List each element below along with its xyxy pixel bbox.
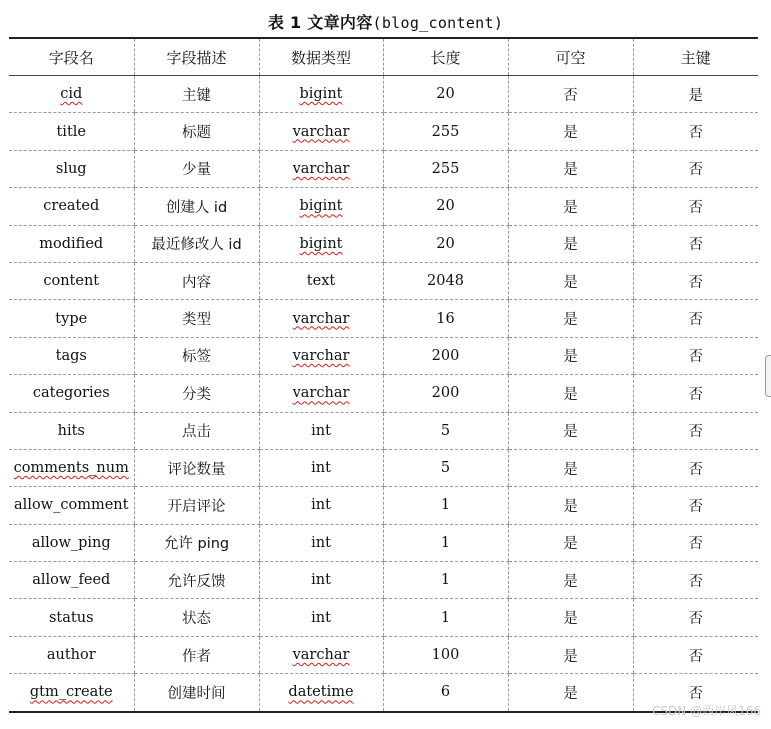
- cell-length-text: 20: [436, 86, 455, 103]
- cell-nullable-text: 是: [563, 461, 578, 478]
- cell-length: [383, 188, 508, 225]
- cell-data-type: [259, 599, 383, 636]
- cell-nullable-text: 是: [563, 536, 578, 553]
- cell-length-text: 20: [436, 198, 455, 215]
- cell-nullable-text: 是: [563, 237, 578, 254]
- table-row: [9, 76, 758, 113]
- cell-data-type-text: text: [306, 273, 336, 290]
- cell-field-name: [9, 449, 134, 486]
- table-row: [9, 562, 758, 599]
- cell-data-type: [259, 674, 383, 712]
- cell-primary-key: [633, 487, 758, 524]
- cell-field-name: [9, 599, 134, 636]
- cell-nullable: [508, 113, 633, 150]
- cell-length: [383, 262, 508, 299]
- cell-field-name-text: status: [48, 609, 94, 626]
- cell-field-name: [9, 674, 134, 712]
- cell-field-desc: [134, 300, 259, 337]
- cell-field-desc: [134, 599, 259, 636]
- cell-length-text: 2048: [427, 273, 464, 290]
- cell-field-name-text: created: [43, 198, 100, 215]
- cell-primary-key-text: 否: [688, 461, 703, 478]
- cell-length: [383, 150, 508, 187]
- cell-nullable-text: 是: [563, 386, 578, 403]
- cell-field-name-text: comments_num: [13, 460, 129, 477]
- cell-length: [383, 562, 508, 599]
- cell-primary-key-text: 否: [688, 237, 703, 254]
- table-row: [9, 412, 758, 449]
- cell-primary-key: [633, 636, 758, 673]
- cell-field-name: [9, 188, 134, 225]
- cell-nullable-text: 是: [563, 125, 578, 142]
- cell-field-desc-text: 状态: [182, 611, 211, 628]
- cell-data-type-text: bigint: [299, 235, 343, 252]
- cell-field-desc: [134, 225, 259, 262]
- cell-primary-key-text: 否: [688, 199, 703, 216]
- cell-field-desc-text: 分类: [182, 386, 211, 403]
- cell-field-name-text: allow_comment: [14, 497, 129, 514]
- cell-data-type: [259, 337, 383, 374]
- cell-data-type-text: varchar: [292, 123, 350, 140]
- table-row: [9, 300, 758, 337]
- table-row: [9, 599, 758, 636]
- cell-primary-key-text: 否: [688, 349, 703, 366]
- cell-length-text: 200: [431, 385, 460, 402]
- cell-data-type-text: bigint: [299, 86, 343, 103]
- cell-length: [383, 449, 508, 486]
- cell-nullable: [508, 300, 633, 337]
- cell-nullable: [508, 562, 633, 599]
- table-row: [9, 188, 758, 225]
- cell-field-name-text: content: [43, 273, 100, 290]
- cell-field-desc-text: 标签: [182, 349, 211, 366]
- table-row: [9, 375, 758, 412]
- cell-field-desc: [134, 412, 259, 449]
- cell-field-name: [9, 76, 134, 113]
- cell-length-text: 16: [436, 310, 455, 327]
- cell-field-name-text: title: [56, 123, 86, 140]
- cell-field-name-text: tags: [55, 347, 87, 364]
- cell-data-type: [259, 76, 383, 113]
- cell-field-desc-text: 少量: [182, 162, 211, 179]
- cell-primary-key-text: 否: [688, 685, 703, 702]
- cell-field-desc: [134, 262, 259, 299]
- cell-nullable-text: 是: [563, 611, 578, 628]
- table-caption: [0, 10, 771, 33]
- cell-length-text: 6: [440, 684, 451, 701]
- cell-primary-key: [633, 449, 758, 486]
- cell-primary-key-text: 否: [688, 536, 703, 553]
- cell-field-name: [9, 562, 134, 599]
- cell-length: [383, 225, 508, 262]
- table-row: [9, 674, 758, 712]
- cell-primary-key: [633, 113, 758, 150]
- cell-primary-key-text: 否: [688, 125, 703, 142]
- cell-length-text: 5: [440, 460, 451, 477]
- cell-field-desc: [134, 76, 259, 113]
- cell-field-desc: [134, 188, 259, 225]
- cell-nullable: [508, 76, 633, 113]
- cell-data-type: [259, 262, 383, 299]
- header-nullable: 可空: [508, 38, 633, 76]
- cell-field-name-text: categories: [32, 385, 110, 402]
- cell-data-type-text: int: [311, 422, 331, 439]
- table-row: [9, 225, 758, 262]
- cell-field-desc: [134, 487, 259, 524]
- cell-field-desc: [134, 449, 259, 486]
- table-row: [9, 262, 758, 299]
- table-row: [9, 113, 758, 150]
- cell-length: [383, 113, 508, 150]
- cell-field-desc-text: 最近修改人 id: [151, 237, 242, 254]
- cell-field-name-text: hits: [57, 422, 85, 439]
- cell-field-desc: [134, 674, 259, 712]
- cell-primary-key-text: 否: [688, 573, 703, 590]
- cell-field-name-text: modified: [39, 235, 104, 252]
- cell-primary-key-text: 否: [688, 498, 703, 515]
- cell-data-type: [259, 188, 383, 225]
- cell-primary-key: [633, 225, 758, 262]
- header-primary-key: 主键: [633, 38, 758, 76]
- cell-field-desc-text: 评论数量: [167, 461, 226, 478]
- cell-length-text: 100: [431, 647, 460, 664]
- cell-primary-key: [633, 262, 758, 299]
- watermark: CSDN @西岸风166: [652, 704, 761, 718]
- cell-field-name: [9, 375, 134, 412]
- cell-data-type: [259, 300, 383, 337]
- cell-length: [383, 300, 508, 337]
- cell-length: [383, 487, 508, 524]
- cell-field-name: [9, 337, 134, 374]
- cell-primary-key: [633, 76, 758, 113]
- cell-field-name-text: allow_feed: [32, 572, 111, 589]
- cell-field-name: [9, 300, 134, 337]
- cell-primary-key: [633, 188, 758, 225]
- cell-nullable: [508, 524, 633, 561]
- cell-field-desc: [134, 150, 259, 187]
- cell-primary-key-text: 否: [688, 274, 703, 291]
- cell-nullable: [508, 412, 633, 449]
- cell-length: [383, 375, 508, 412]
- cell-nullable-text: 是: [563, 573, 578, 590]
- cell-data-type-text: varchar: [292, 385, 350, 402]
- cell-nullable-text: 是: [563, 648, 578, 665]
- cell-field-name: [9, 113, 134, 150]
- caption-prefix: 表 1 文章内容: [267, 13, 373, 32]
- cell-field-name-text: author: [46, 647, 96, 664]
- cell-data-type: [259, 524, 383, 561]
- cell-field-desc: [134, 375, 259, 412]
- cell-field-name: [9, 524, 134, 561]
- cell-field-name-text: cid: [60, 86, 83, 103]
- cell-field-name: [9, 150, 134, 187]
- cell-length-text: 1: [440, 609, 451, 626]
- cell-data-type-text: bigint: [299, 198, 343, 215]
- cell-length: [383, 636, 508, 673]
- cell-field-desc: [134, 562, 259, 599]
- cell-length: [383, 412, 508, 449]
- cell-field-name-text: allow_ping: [31, 534, 111, 551]
- cell-field-desc-text: 作者: [182, 648, 211, 665]
- cell-field-desc-text: 类型: [182, 312, 211, 329]
- cell-nullable: [508, 225, 633, 262]
- header-data-type: 数据类型: [259, 38, 383, 76]
- cell-length-text: 5: [440, 422, 451, 439]
- cell-primary-key: [633, 562, 758, 599]
- cell-primary-key-text: 是: [688, 87, 703, 104]
- cell-field-desc: [134, 113, 259, 150]
- cell-nullable-text: 是: [563, 349, 578, 366]
- cell-field-name: [9, 636, 134, 673]
- cell-nullable: [508, 150, 633, 187]
- table-header-row: [9, 38, 758, 76]
- cell-data-type: [259, 412, 383, 449]
- cell-data-type: [259, 375, 383, 412]
- cell-nullable-text: 是: [563, 424, 578, 441]
- cell-data-type: [259, 636, 383, 673]
- cell-field-desc-text: 主键: [182, 87, 211, 104]
- blog-content-table: [9, 37, 758, 713]
- cell-nullable: [508, 636, 633, 673]
- table-body: [9, 76, 758, 712]
- cell-field-desc-text: 点击: [182, 424, 211, 441]
- table-row: [9, 636, 758, 673]
- cell-data-type-text: int: [311, 460, 331, 477]
- header-length: 长度: [383, 38, 508, 76]
- cell-primary-key-text: 否: [688, 611, 703, 628]
- cell-data-type-text: int: [311, 572, 331, 589]
- cell-field-desc-text: 允许反馈: [167, 573, 226, 590]
- cell-nullable-text: 是: [563, 199, 578, 216]
- cell-data-type-text: int: [311, 497, 331, 514]
- table-row: [9, 487, 758, 524]
- cell-length: [383, 76, 508, 113]
- cell-primary-key: [633, 524, 758, 561]
- cell-field-name: [9, 225, 134, 262]
- cell-field-name: [9, 412, 134, 449]
- cell-field-name-text: gtm_create: [29, 684, 113, 701]
- cell-data-type: [259, 150, 383, 187]
- cell-primary-key: [633, 337, 758, 374]
- cell-field-desc-text: 创建人 id: [165, 199, 228, 216]
- cell-field-name-text: slug: [55, 160, 87, 177]
- cell-data-type-text: varchar: [292, 647, 350, 664]
- caption-table-name: (blog_content): [372, 14, 504, 32]
- cell-data-type-text: int: [311, 534, 331, 551]
- cell-data-type-text: int: [311, 609, 331, 626]
- cell-length-text: 255: [431, 123, 460, 140]
- cell-nullable-text: 是: [563, 274, 578, 291]
- cell-primary-key: [633, 412, 758, 449]
- cell-length-text: 1: [440, 572, 451, 589]
- cell-nullable: [508, 375, 633, 412]
- header-field-desc: 字段描述: [134, 38, 259, 76]
- cell-length: [383, 674, 508, 712]
- cell-data-type-text: varchar: [292, 347, 350, 364]
- cell-field-desc-text: 开启评论: [167, 498, 226, 515]
- cell-data-type: [259, 225, 383, 262]
- cell-primary-key: [633, 599, 758, 636]
- cell-data-type-text: datetime: [288, 684, 354, 701]
- cell-length-text: 20: [436, 235, 455, 252]
- cell-field-desc-text: 允许 ping: [163, 536, 230, 553]
- cell-field-desc: [134, 337, 259, 374]
- cell-data-type: [259, 487, 383, 524]
- cell-nullable: [508, 449, 633, 486]
- cell-primary-key-text: 否: [688, 312, 703, 329]
- cell-field-name: [9, 262, 134, 299]
- cell-data-type: [259, 449, 383, 486]
- cell-nullable-text: 否: [563, 87, 578, 104]
- cell-length-text: 200: [431, 347, 460, 364]
- cell-field-desc: [134, 636, 259, 673]
- cell-length-text: 1: [440, 534, 451, 551]
- cell-nullable: [508, 337, 633, 374]
- cell-nullable: [508, 674, 633, 712]
- cell-nullable: [508, 487, 633, 524]
- cell-primary-key-text: 否: [688, 424, 703, 441]
- cell-primary-key: [633, 150, 758, 187]
- header-field-name: 字段名: [9, 38, 134, 76]
- cell-primary-key: [633, 375, 758, 412]
- cell-data-type-text: varchar: [292, 310, 350, 327]
- cell-nullable-text: 是: [563, 312, 578, 329]
- cell-primary-key-text: 否: [688, 648, 703, 665]
- cell-length: [383, 337, 508, 374]
- cell-length-text: 1: [440, 497, 451, 514]
- cell-field-desc-text: 标题: [182, 125, 211, 142]
- cell-length: [383, 599, 508, 636]
- cell-nullable-text: 是: [563, 162, 578, 179]
- table-row: [9, 150, 758, 187]
- side-scroll-tab[interactable]: [765, 355, 771, 397]
- cell-field-desc-text: 内容: [182, 274, 211, 291]
- cell-data-type: [259, 562, 383, 599]
- cell-length-text: 255: [431, 160, 460, 177]
- cell-nullable: [508, 262, 633, 299]
- cell-field-name: [9, 487, 134, 524]
- cell-length: [383, 524, 508, 561]
- cell-primary-key-text: 否: [688, 386, 703, 403]
- cell-field-desc-text: 创建时间: [167, 685, 226, 702]
- cell-field-desc: [134, 524, 259, 561]
- cell-data-type-text: varchar: [292, 160, 350, 177]
- cell-field-name-text: type: [55, 310, 88, 327]
- cell-nullable: [508, 599, 633, 636]
- table-row: [9, 337, 758, 374]
- cell-primary-key-text: 否: [688, 162, 703, 179]
- table-row: [9, 524, 758, 561]
- cell-primary-key: [633, 300, 758, 337]
- cell-nullable-text: 是: [563, 498, 578, 515]
- table-row: [9, 449, 758, 486]
- cell-nullable: [508, 188, 633, 225]
- cell-nullable-text: 是: [563, 685, 578, 702]
- cell-data-type: [259, 113, 383, 150]
